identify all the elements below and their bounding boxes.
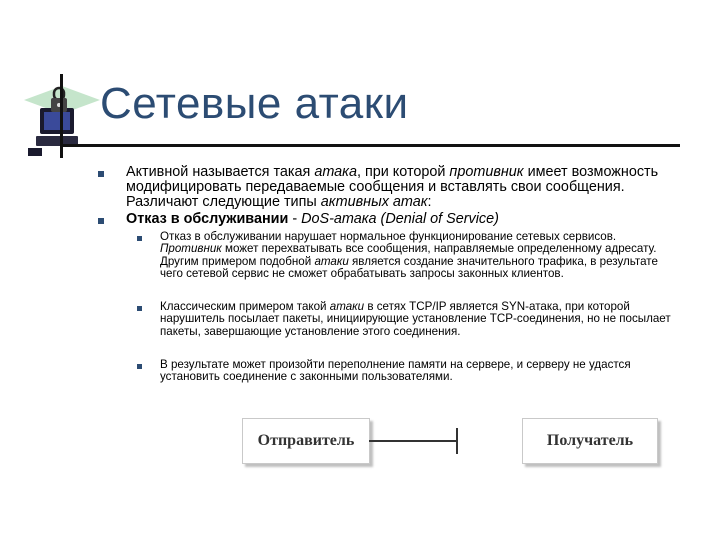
sub-bullet-text: является создание значительного трафика, в результате чего сетевой сервис не сможет обрабатывать запросы законных клиентов.: [160, 254, 658, 281]
bullet-text: , при которой: [356, 164, 450, 180]
term-attack: атаки: [329, 300, 365, 313]
term-active-attacks: активных атак: [320, 194, 428, 210]
title-underline-rule: [60, 144, 680, 147]
term-attack: атака: [314, 164, 357, 180]
sub-bullet-text: Классическим примером такой: [160, 300, 330, 313]
sub-bullet-syn-attack: [160, 301, 680, 338]
sub-bullet-marker: [137, 364, 142, 369]
dos-diagram: [238, 418, 660, 466]
sub-bullet-dos-description: [160, 231, 680, 281]
bullet-text: Активной называется такая: [126, 164, 315, 180]
sub-bullet-text: Отказ в обслуживании нарушает нормальное функционирование сетевых сервисов.: [160, 230, 617, 243]
bullet-text: :: [427, 194, 432, 210]
sub-bullet-marker: [137, 236, 142, 241]
bullet-text: -: [288, 211, 302, 227]
term-dos-attack: DoS-атака (Denial of Service): [301, 211, 499, 227]
bullet-marker: [98, 218, 104, 224]
bullet-marker: [98, 171, 104, 177]
bullet-dos: [126, 212, 696, 227]
dos-heading: Отказ в обслуживании: [126, 211, 289, 227]
blocked-connection-line: [369, 440, 457, 442]
sender-box: [242, 418, 370, 464]
bullet-text: имеет возможность модифицировать передаваемые сообщения и вставлять свои сообщения. Различают следующие типы: [126, 164, 659, 210]
slide-title: Сетевые атаки: [100, 79, 409, 128]
sub-bullet-text: в сетях TCP/IP является SYN-атака, при которой нарушитель посылает пакеты, инициирующие установление TCP-соединения, но не посылает пакеты, завершающие установление этого соединения.: [160, 300, 671, 338]
sub-bullet-text: В результате может произойти переполнение памяти на сервере, и серверу не удастся установить соединение с законными пользователями.: [160, 358, 631, 384]
bullet-active-attack: [126, 165, 696, 210]
sender-label: Отправитель: [257, 432, 355, 449]
term-attack: атаки: [314, 254, 349, 268]
receiver-label: Получатель: [546, 432, 634, 449]
term-adversary: противник: [449, 164, 524, 180]
block-bar: [456, 428, 458, 454]
receiver-box: [522, 418, 658, 464]
term-adversary: Противник: [160, 242, 222, 256]
sub-bullet-text: может перехватывать все сообщения, направляемые определенному адресату. Другим примером подобной: [160, 242, 657, 268]
sub-bullet-overflow: [160, 359, 680, 384]
sub-bullet-marker: [137, 306, 142, 311]
